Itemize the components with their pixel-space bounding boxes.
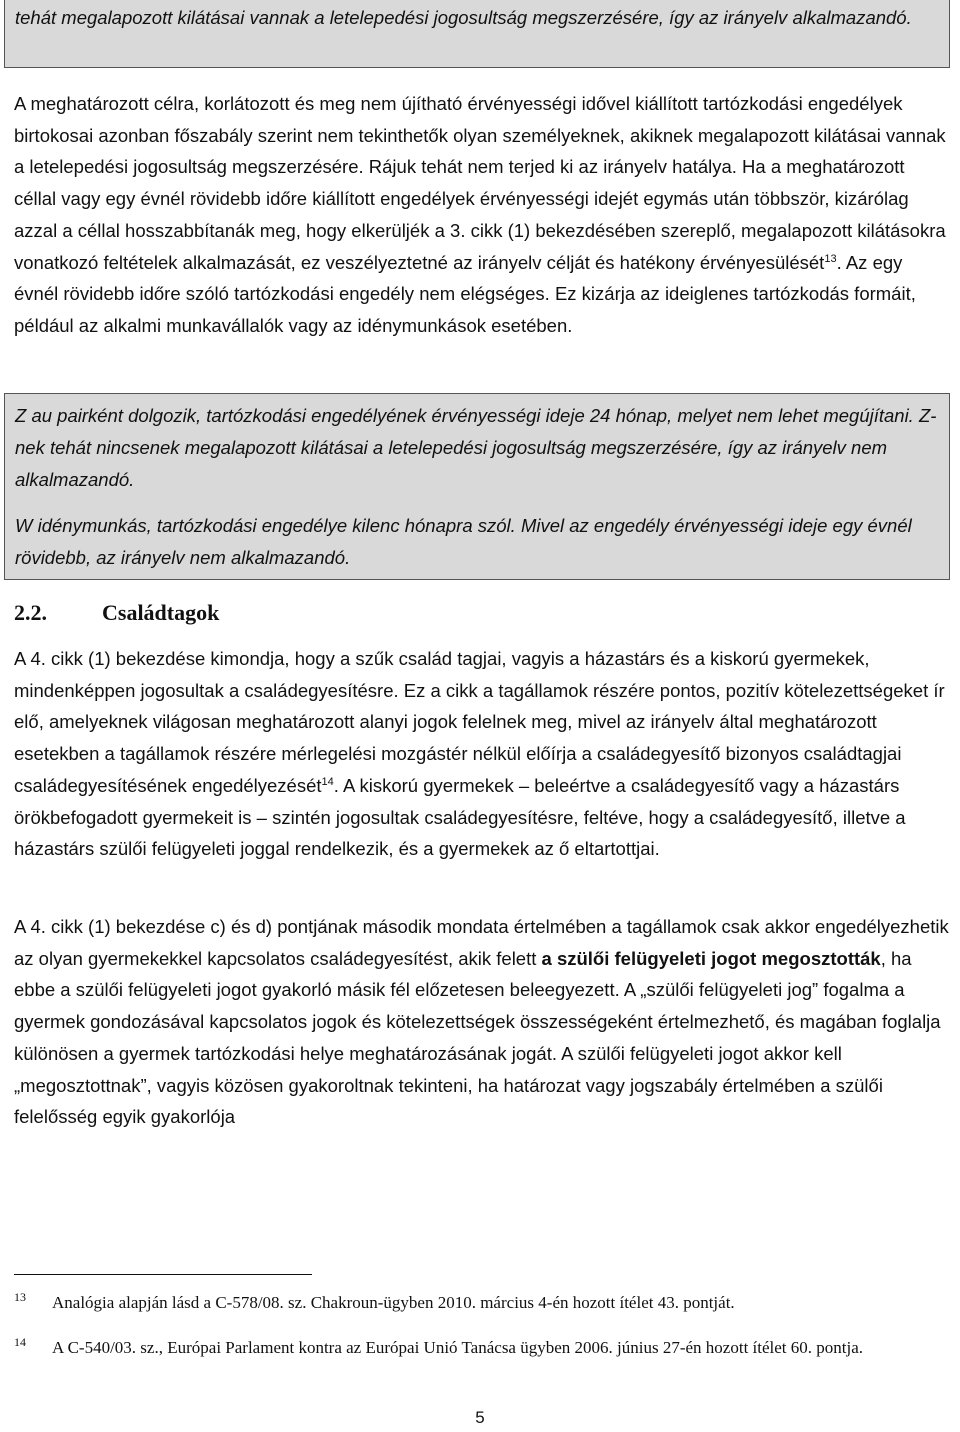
- paragraph-text: A meghatározott célra, korlátozott és meg nem újítható érvényességi idővel kiállított tartózkodási engedélyek birtokosai azonban főszabály szerint nem tekinthetők olyan személyeknek, akiknek megalapozott kilátásai vannak a letelepedési jogosultság megszerzésére. Rájuk tehát nem terjed ki az irányelv hatálya. Ha a meghatározott céllal vagy egy évnél rövidebb időre kiállított engedélyek érvényességi idejét egymás után többször, kizárólag azzal a céllal hosszabbítanák meg, hogy elkerüljék a 3. cikk (1) bekezdésében szereplő, megalapozott kilátásokra vonatkozó feltételek alkalmazását, ez veszélyeztetné az irányelv célját és hatékony érvényesülését: [14, 93, 946, 273]
- paragraph-temporary-permits: [14, 88, 950, 342]
- paragraph-text: A 4. cikk (1) bekezdése c) és d) pontjának második mondata értelmében a tagállamok csak akkor engedélyezhetik az olyan gyermekekkel kapcsolatos családegyesítést, akik felett: [14, 916, 949, 969]
- footnote-14: [14, 1337, 950, 1359]
- example-seasonal-worker: W idénymunkás, tartózkodási engedélye kilenc hónapra szól. Mivel az engedély érvényességi ideje egy évnél rövidebb, az irányelv nem alkalmazandó.: [15, 515, 912, 568]
- paragraph-text: . A kiskorú gyermekek – beleértve a családegyesítő vagy a házastárs örökbefogadott gyermekeit is – szintén jogosultak családegyesítésre, feltéve, hogy a családegyesítő, illetve a házastárs szülői felügyeleti joggal rendelkezik, és a gyermekek az ő eltartottjai.: [14, 774, 906, 860]
- footnote-ref-13[interactable]: 13: [824, 252, 837, 265]
- example-text-continued: tehát megalapozott kilátásai vannak a letelepedési jogosultság megszerzésére, így az irányelv alkalmazandó.: [15, 7, 912, 28]
- footnote-text: Analógia alapján lásd a C-578/08. sz. Chakroun-ügyben 2010. március 4-én hozott ítélet 43. pontját.: [52, 1293, 735, 1312]
- example-au-pair: Z au pairként dolgozik, tartózkodási engedélyének érvényességi ideje 24 hónap, melyet nem lehet megújítani. Z-nek tehát nincsenek megalapozott kilátásai a letelepedési jogosultság megszerzésére, így az irányelv nem alkalmazandó.: [15, 405, 937, 490]
- example-box: [4, 393, 950, 580]
- paragraph-custody: [14, 911, 950, 1133]
- footnote-13: [14, 1292, 950, 1314]
- section-title: Családtagok: [102, 600, 220, 625]
- footnote-number: 14: [14, 1335, 26, 1349]
- section-number: 2.2.: [14, 600, 47, 625]
- paragraph-text: , ha ebbe a szülői felügyeleti jogot gyakorló másik fél előzetesen beleegyezett. A „szülői felügyeleti jog” fogalma a gyermek gondozásával kapcsolatos jogok és kötelezettségek összességeként értelmezhető, és magában foglalja különösen a gyermek tartózkodási helye meghatározásának jogát. A szülői felügyeleti jogot akkor kell „megosztottnak”, vagyis közösen gyakoroltnak tekinteni, ha határozat vagy jogszabály értelmében a szülői felelősség egyik gyakorlója: [14, 947, 941, 1128]
- example-box-continued: [4, 0, 950, 68]
- footnote-ref-14[interactable]: 14: [321, 775, 334, 788]
- paragraph-text: . Az egy évnél rövidebb időre szóló tartózkodási engedély nem elégséges. Ez kizárja az ideiglenes tartózkodás formáit, például az alkalmi munkavállalók vagy az idénymunkások esetében.: [14, 251, 916, 336]
- paragraph-family-members: [14, 643, 950, 865]
- bold-phrase: a szülői felügyeleti jogot megosztották: [541, 947, 881, 969]
- paragraph-text: A 4. cikk (1) bekezdése kimondja, hogy a szűk család tagjai, vagyis a házastárs és a kiskorú gyermekek, mindenképpen jogosultak a családegyesítésre. Ez a cikk a tagállamok részére pontos, pozitív kötelezettségeket ír elő, amelyeknek világosan meghatározott alanyi jogok felelnek meg, mivel az irányelv által meghatározott esetekben a tagállamok részére mérlegelési mozgástér nélkül előírja a családegyesítő bizonyos családtagjai családegyesítésének engedélyezését: [14, 648, 945, 796]
- section-heading: [14, 600, 219, 626]
- footnote-text: A C-540/03. sz., Európai Parlament kontra az Európai Unió Tanácsa ügyben 2006. június 27-én hozott ítélet 60. pontja.: [52, 1338, 864, 1357]
- page-number: 5: [475, 1408, 485, 1427]
- footnote-separator: [14, 1274, 312, 1275]
- footnote-number: 13: [14, 1290, 26, 1304]
